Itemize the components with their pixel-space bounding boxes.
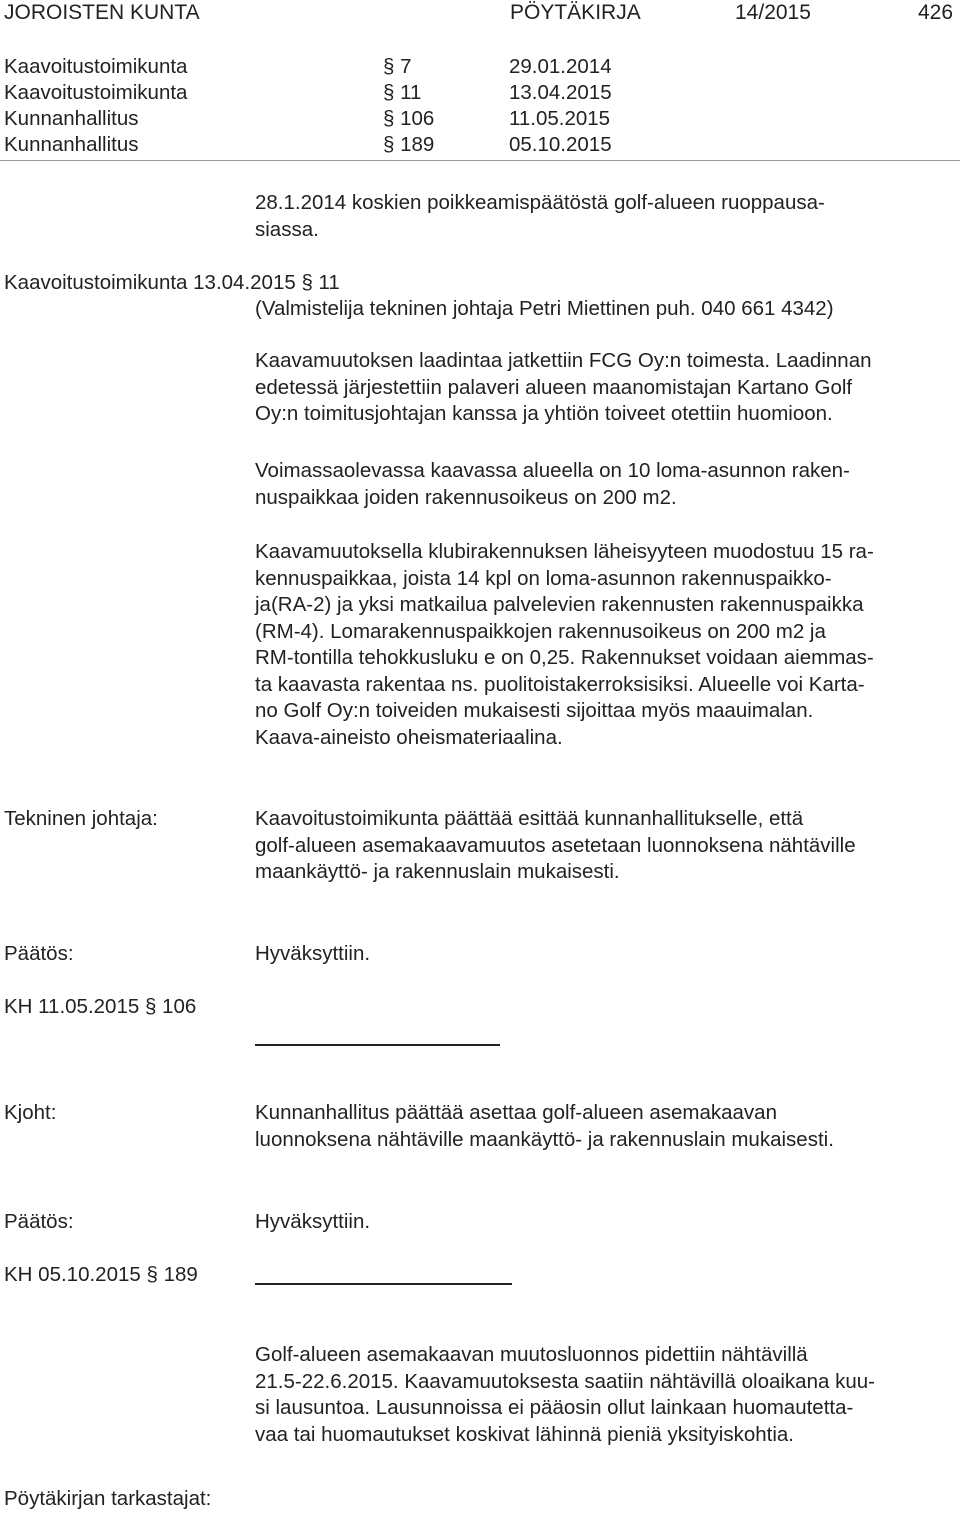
history-section: § 7 (383, 55, 412, 78)
decision-value: Hyväksyttiin. (255, 942, 371, 965)
body-paragraph (255, 458, 955, 511)
section-heading: KH 05.10.2015 § 189 (4, 1263, 198, 1286)
history-body: Kunnanhallitus (4, 133, 139, 156)
text-line: Golf-alueen asemakaavan muutosluonnos pidettiin nähtävillä (255, 1343, 808, 1366)
text-line: golf-alueen asemakaavamuutos asetetaan luonnoksena nähtäville (255, 833, 856, 857)
text-line: 28.1.2014 koskien poikkeamispäätöstä golf-alueen ruoppausa- (255, 191, 825, 214)
municipality-name: JOROISTEN KUNTA (4, 1, 200, 24)
history-section: § 11 (383, 81, 422, 104)
history-body: Kunnanhallitus (4, 107, 139, 130)
decision-label: Päätös: (4, 1210, 74, 1233)
text-line: kennuspaikkaa, joista 14 kpl on loma-asunnon rakennuspaikko- (255, 566, 832, 590)
reviewers-label: Pöytäkirjan tarkastajat: (4, 1487, 212, 1510)
body-paragraph (255, 348, 955, 428)
text-line: nuspaikkaa joiden rakennusoikeus on 200 m2. (255, 485, 677, 509)
text-line: maankäyttö- ja rakennuslain mukaisesti. (255, 860, 620, 883)
text-line: Kaavamuutoksen laadintaa jatkettiin FCG Oy:n toimesta. Laadinnan (255, 349, 872, 372)
history-date: 05.10.2015 (509, 133, 612, 156)
text-line: Kaavamuutoksella klubirakennuksen läheisyyteen muodostuu 15 ra- (255, 540, 874, 563)
text-line: Voimassaolevassa kaavassa alueella on 10 loma-asunnon raken- (255, 459, 850, 482)
body-paragraph (255, 539, 955, 751)
proposal-label: Tekninen johtaja: (4, 807, 158, 830)
intro-text (255, 190, 955, 243)
decision-label: Päätös: (4, 942, 74, 965)
text-line: Oy:n toimitusjohtajan kanssa ja yhtiön toiveet otettiin huomioon. (255, 402, 833, 425)
text-line: Kaava-aineisto oheismateriaalina. (255, 725, 563, 749)
history-section: § 106 (383, 107, 435, 130)
text-line: edetessä järjestettiin palaveri alueen maanomistajan Kartano Golf (255, 375, 853, 399)
text-line: siassa. (255, 217, 319, 241)
text-line: no Golf Oy:n toiveiden mukaisesti sijoittaa myös maauimalan. (255, 699, 814, 722)
kjoht-label: Kjoht: (4, 1101, 57, 1124)
issue-number: 14/2015 (735, 1, 811, 24)
document-type: PÖYTÄKIRJA (510, 1, 641, 24)
signature-line (255, 1283, 512, 1285)
text-line: si lausuntoa. Lausunnoissa ei pääosin ollut lainkaan huomautetta- (255, 1396, 854, 1419)
history-date: 11.05.2015 (509, 107, 611, 130)
text-line: 21.5-22.6.2015. Kaavamuutoksesta saatiin nähtävillä oloaikana kuu- (255, 1369, 875, 1393)
page-number: 426 (918, 1, 954, 24)
text-line: Kunnanhallitus päättää asettaa golf-alueen asemakaavan (255, 1101, 777, 1124)
text-line: vaa tai huomautukset koskivat lähinnä pieniä yksityiskohtia. (255, 1422, 794, 1446)
decision-value: Hyväksyttiin. (255, 1210, 371, 1233)
text-line: Kaavoitustoimikunta päättää esittää kunnanhallitukselle, että (255, 807, 804, 830)
text-line: RM-tontilla tehokkusluku e on 0,25. Rakennukset voidaan aiemmas- (255, 646, 874, 669)
section-heading: KH 11.05.2015 § 106 (4, 995, 197, 1018)
text-line: ta kaavasta rakentaa ns. puolitoistakerroksisiksi. Alueelle voi Karta- (255, 672, 865, 696)
history-date: 29.01.2014 (509, 55, 612, 78)
text-line: luonnoksena nähtäville maankäyttö- ja rakennuslain mukaisesti. (255, 1127, 834, 1151)
proposal-text (255, 806, 955, 886)
history-body: Kaavoitustoimikunta (4, 55, 188, 78)
history-section: § 189 (383, 133, 435, 156)
history-body: Kaavoitustoimikunta (4, 81, 188, 104)
text-line: ja(RA-2) ja yksi matkailua palvelevien rakennusten rakennuspaikka (255, 593, 864, 616)
section-heading: Kaavoitustoimikunta 13.04.2015 § 11 (4, 271, 340, 294)
signature-line (255, 1044, 500, 1046)
header-divider (0, 160, 960, 161)
final-paragraph (255, 1342, 955, 1448)
history-date: 13.04.2015 (509, 81, 612, 104)
preparer-note: (Valmistelija tekninen johtaja Petri Miettinen puh. 040 661 4342) (255, 297, 834, 320)
text-line: (RM-4). Lomarakennuspaikkojen rakennusoikeus on 200 m2 ja (255, 619, 826, 643)
kjoht-text (255, 1100, 955, 1153)
